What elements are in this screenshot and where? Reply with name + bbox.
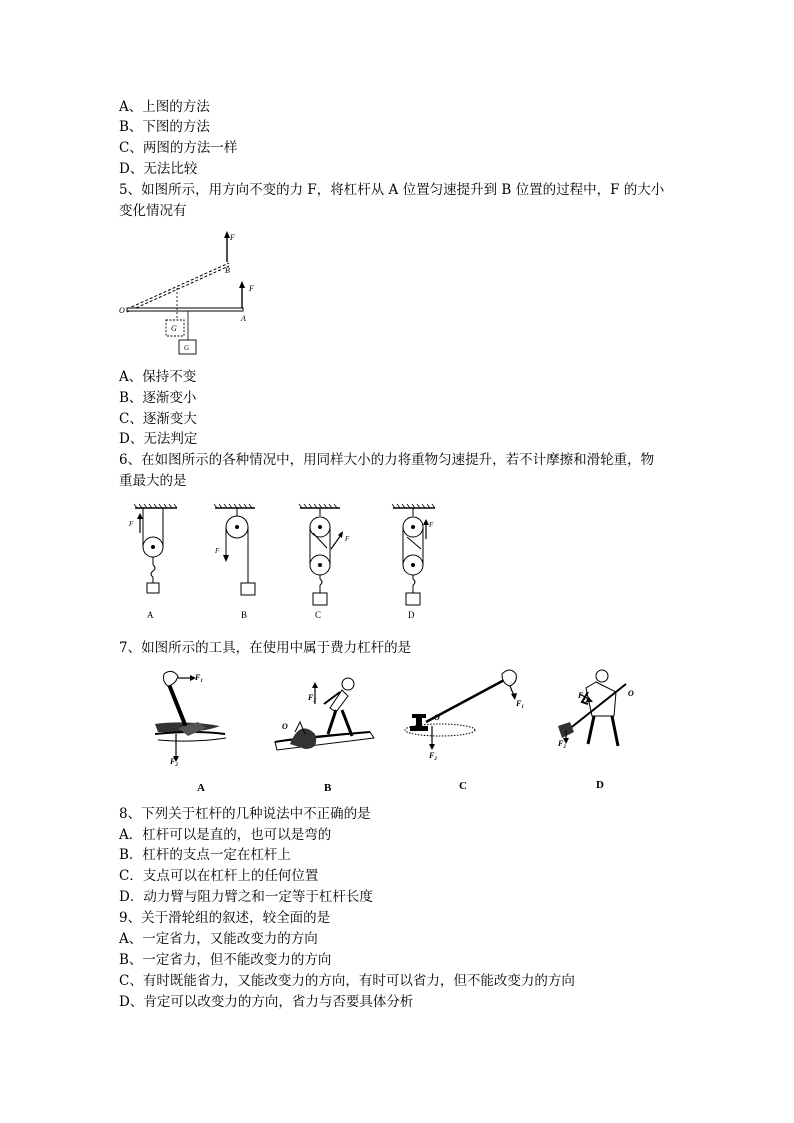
q6-pulley-a [128,504,177,620]
q9-option-d: D、肯定可以改变力的方向，省力与否要具体分析 [119,994,414,1010]
q5-option-b: B、逐渐变小 [119,390,197,406]
q5-label-f-top: F [230,233,235,242]
q6-pulley-c [299,504,350,620]
q5-label-a: A [241,314,246,323]
q7-label-b-f2: $F_2$ [308,693,316,704]
q4-option-d: D、无法比较 [119,161,198,177]
q5-label-o: O [119,306,125,315]
q6-label-f-b: F [215,547,220,555]
q7-label-b: B [324,782,332,794]
q7-label-d-f1: $F_1$ [578,691,586,702]
q4-option-c: C、两图的方法一样 [119,140,238,156]
q6-stem-line2: 重最大的是 [119,473,187,489]
q8-option-c: C．支点可以在杠杆上的任何位置 [119,868,319,884]
q7-label-b-o: O [282,722,288,731]
q9-stem: 9、关于滑轮组的叙述，较全面的是 [119,910,331,926]
q7-tools-figure [150,664,650,799]
q5-option-d: D、无法判定 [119,431,198,447]
q5-lever-figure [115,228,265,358]
q6-stem-line1: 6、在如图所示的各种情况中，用同样大小的力将重物匀速提升，若不计摩擦和滑轮重，物 [119,452,655,468]
q7-tool-d [557,670,634,791]
q5-label-g2: G [184,344,190,352]
q6-pulley-d [392,504,435,620]
q6-label-b: B [241,610,248,620]
q6-pulley-b [214,504,255,620]
q6-label-c: C [315,610,322,620]
q7-label-c-f2: $F_2$ [429,751,437,762]
q7-label-a: A [197,782,205,794]
q7-stem: 7、如图所示的工具，在使用中属于费力杠杆的是 [119,640,412,656]
q6-label-f-c: F [345,535,350,543]
q9-option-c: C、有时既能省力，又能改变力的方向，有时可以省力，但不能改变力的方向 [119,973,575,989]
q7-label-d-o: O [628,689,634,698]
q7-label-a-f2: $F_2$ [170,757,178,768]
q4-option-b: B、下图的方法 [119,119,210,135]
q8-stem: 8、下列关于杠杆的几种说法中不正确的是 [119,806,371,822]
q6-label-f-d: F [429,521,434,529]
q7-tool-a [155,671,226,794]
q7-label-d-f2: $F_2$ [558,739,566,750]
q4-option-a: A、上图的方法 [119,99,210,115]
q7-label-d: D [596,779,604,791]
q8-option-b: B．杠杆的支点一定在杠杆上 [119,847,291,863]
q7-label-c-f1: $F_1$ [516,699,524,710]
q9-option-a: A、一定省力，又能改变力的方向 [119,931,318,947]
q5-label-b: B [225,266,230,275]
q5-option-c: C、逐渐变大 [119,411,197,427]
q5-label-f-right: F [249,284,254,293]
q5-label-g1: G [171,324,177,333]
q6-label-a: A [147,610,154,620]
q5-stem-line2: 变化情况有 [119,203,187,219]
q7-label-c-o: O [434,713,440,722]
q5-stem-line1: 5、如图所示，用方向不变的力 F，将杠杆从 A 位置匀速提升到 B 位置的过程中，F 的大小 [119,182,665,198]
q7-label-a-f1: $F_1$ [195,673,203,684]
q6-label-f-a: F [129,520,134,528]
q8-option-d: D．动力臂与阻力臂之和一定等于杠杆长度 [119,889,373,905]
q6-label-d: D [408,610,415,620]
q8-option-a: A．杠杆可以是直的，也可以是弯的 [119,827,332,843]
q5-option-a: A、保持不变 [119,369,197,385]
q7-tool-c [405,670,524,792]
q7-label-c: C [459,780,467,792]
q9-option-b: B、一定省力，但不能改变力的方向 [119,952,332,968]
q7-tool-b [275,678,374,794]
q6-pulley-figure [125,503,445,628]
